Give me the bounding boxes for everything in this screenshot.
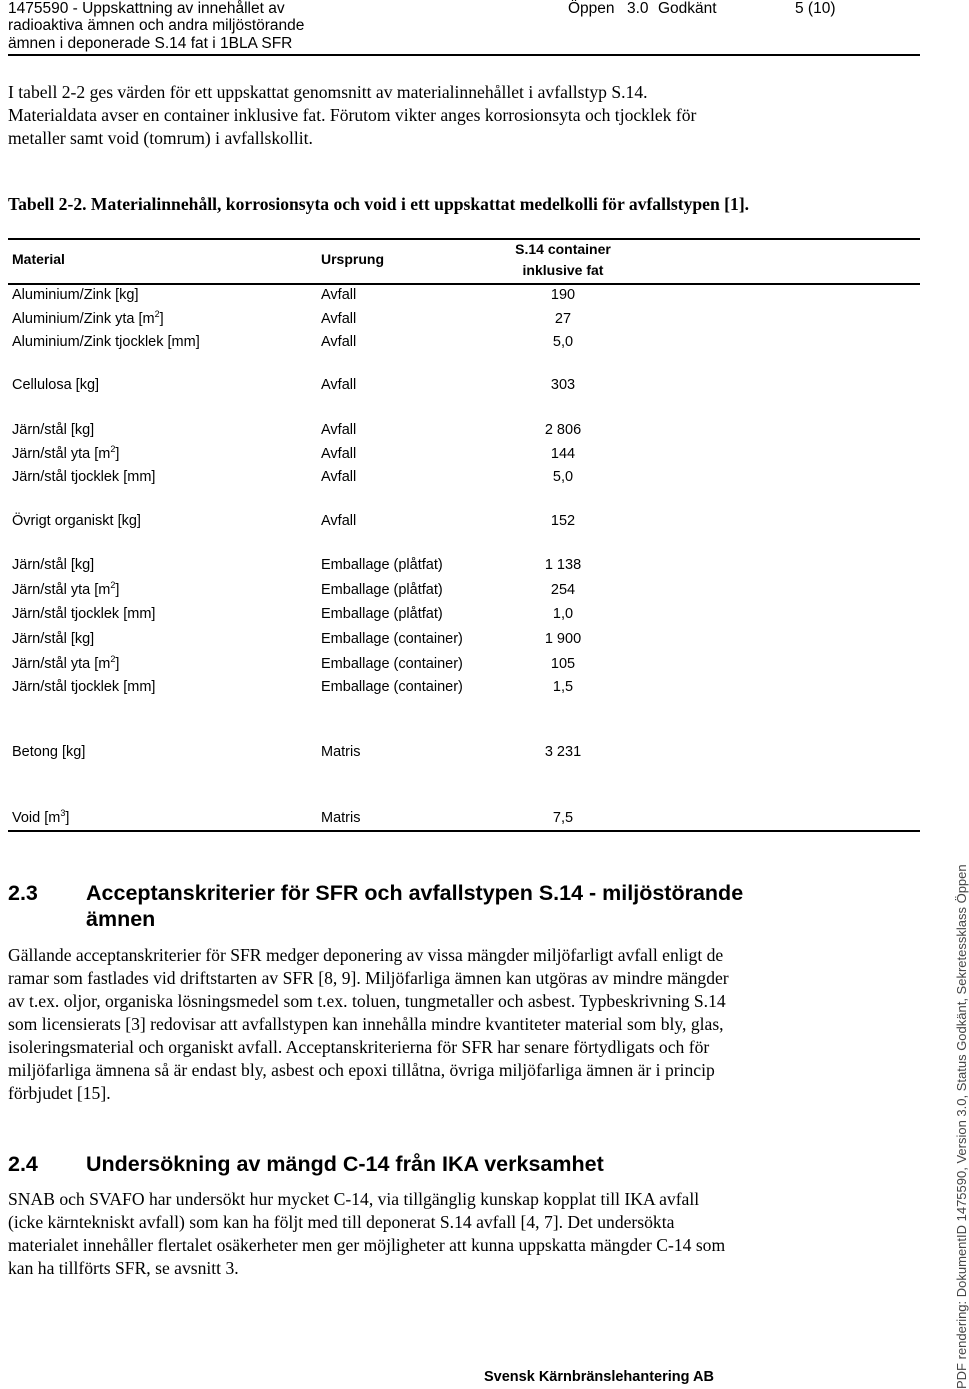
section-2-4-title: Undersökning av mängd C-14 från IKA verksamhet [86, 1152, 604, 1176]
table-cell-origin: Avfall [321, 334, 357, 350]
section-2-3-paragraph-line: av t.ex. oljor, organiska lösningsmedel som t.ex. toluen, tungmetaller och asbest. Typbeskrivning S.14 [8, 991, 726, 1011]
material-text-close: ] [159, 311, 164, 327]
unit-exponent: 2 [154, 309, 160, 319]
table-cell-material: Aluminium/Zink tjocklek [mm] [12, 334, 200, 350]
table-cell-material [12, 582, 119, 599]
table-cell-value: 1,5 [552, 679, 574, 695]
doc-header-version: 3.0 [627, 0, 649, 17]
material-text-close: ] [115, 582, 120, 598]
doc-header-title-line3: ämnen i deponerade S.14 fat i 1BLA SFR [8, 35, 293, 52]
doc-header-title-line2: radioaktiva ämnen och andra miljöstörande [8, 17, 305, 34]
table-header-origin: Ursprung [321, 251, 384, 267]
pdf-rendering-sidebar: PDF rendering: DokumentID 1475590, Version 3.0, Status Godkänt, Sekretessklass Öppen [954, 864, 969, 1389]
material-text: Järn/stål yta [m [12, 446, 111, 462]
section-2-3-paragraph-line: förbjudet [15]. [8, 1083, 111, 1103]
table-cell-origin: Avfall [321, 422, 357, 438]
section-2-4-paragraph-line: (icke kärntekniskt avfall) som kan ha följt med till deponerat S.14 avfall [4, 7]. Det undersökta [8, 1212, 675, 1232]
table-cell-value: 3 231 [544, 744, 582, 760]
table-cell-value: 1 900 [544, 631, 582, 647]
table-cell-origin: Matris [321, 810, 361, 826]
table-cell-origin: Emballage (plåtfat) [321, 582, 443, 598]
unit-exponent: 3 [60, 808, 66, 818]
table-cell-material [12, 656, 119, 673]
table-cell-value: 105 [550, 656, 576, 672]
table-cell-value: 144 [550, 446, 576, 462]
table-header-rule [8, 283, 920, 285]
intro-line-1: I tabell 2-2 ges värden för ett uppskattat genomsnitt av materialinnehållet i avfallstyp S.14. [8, 82, 648, 102]
table-header-value-line1: S.14 container [515, 241, 611, 257]
table-cell-value: 7,5 [552, 810, 574, 826]
section-2-3-paragraph-line: som licensierats [3] redovisar att avfallstypen kan innehålla mindre kvantiteter material som bly, glas, [8, 1014, 724, 1034]
table-cell-origin: Matris [321, 744, 361, 760]
table-cell-material: Järn/stål [kg] [12, 557, 95, 573]
table-cell-origin: Emballage (container) [321, 656, 463, 672]
table-cell-material: Aluminium/Zink [kg] [12, 287, 139, 303]
intro-line-2: Materialdata avser en container inklusive fat. Förutom vikter anges korrosionsyta och tjocklek för [8, 105, 697, 125]
unit-exponent: 2 [110, 444, 116, 454]
table-cell-value: 1,0 [552, 606, 574, 622]
material-text: Järn/stål yta [m [12, 582, 111, 598]
table-top-rule [8, 238, 920, 240]
material-text-close: ] [65, 810, 70, 826]
doc-header-status-open: Öppen [568, 0, 615, 17]
table-cell-material: Järn/stål tjocklek [mm] [12, 606, 156, 622]
section-2-4-number: 2.4 [8, 1152, 38, 1176]
table-cell-value: 152 [550, 513, 576, 529]
table-cell-origin: Emballage (plåtfat) [321, 557, 443, 573]
section-2-3-title-line2: ämnen [86, 907, 156, 931]
table-cell-value: 1 138 [544, 557, 582, 573]
table-cell-value: 2 806 [544, 422, 582, 438]
table-bottom-rule [8, 830, 920, 832]
section-2-3-paragraph-line: ramar som fastlades vid driftstarten av SFR [8, 9]. Miljöfarliga ämnen kan utgöras av mindre mängder [8, 968, 729, 988]
table-cell-material [12, 446, 119, 463]
section-2-4-paragraph-line: kan ha tillförts SFR, se avsnitt 3. [8, 1258, 239, 1278]
unit-exponent: 2 [110, 580, 116, 590]
table-caption: Tabell 2-2. Materialinnehåll, korrosionsyta och void i ett uppskattat medelkolli för avfallstypen [1]. [8, 194, 750, 214]
material-text: Järn/stål yta [m [12, 656, 111, 672]
section-2-3-paragraph-line: Gällande acceptanskriterier för SFR medger deponering av vissa mängder miljöfarligt avfall enligt de [8, 945, 724, 965]
section-2-3-heading [8, 880, 743, 932]
table-cell-origin: Emballage (plåtfat) [321, 606, 443, 622]
table-cell-value: 303 [550, 377, 576, 393]
section-2-4-paragraph-line: SNAB och SVAFO har undersökt hur mycket C-14, via tillgänglig kunskap kopplat till IKA avfall [8, 1189, 700, 1209]
table-cell-value: 190 [550, 287, 576, 303]
table-cell-origin: Avfall [321, 287, 357, 303]
doc-header-status-approved: Godkänt [658, 0, 717, 17]
table-cell-material [12, 810, 69, 827]
table-cell-material: Cellulosa [kg] [12, 377, 100, 393]
table-header-value-line2: inklusive fat [522, 262, 604, 278]
material-text: Aluminium/Zink yta [m [12, 311, 155, 327]
material-text-close: ] [115, 446, 120, 462]
table-cell-value: 5,0 [552, 334, 574, 350]
table-cell-origin: Avfall [321, 513, 357, 529]
table-cell-origin: Emballage (container) [321, 679, 463, 695]
table-cell-origin: Avfall [321, 377, 357, 393]
table-cell-origin: Avfall [321, 446, 357, 462]
material-text-close: ] [115, 656, 120, 672]
doc-header-title-line1: 1475590 - Uppskattning av innehållet av [8, 0, 285, 17]
table-cell-material: Järn/stål tjocklek [mm] [12, 679, 156, 695]
table-cell-value: 27 [554, 311, 572, 327]
table-cell-material: Övrigt organiskt [kg] [12, 513, 141, 529]
table-cell-material: Järn/stål [kg] [12, 631, 95, 647]
material-text: Void [m [12, 810, 61, 826]
section-2-3-title-line1: Acceptanskriterier för SFR och avfallstypen S.14 - miljöstörande [86, 881, 744, 905]
table-cell-value: 254 [550, 582, 576, 598]
table-cell-material: Järn/stål [kg] [12, 422, 95, 438]
table-cell-material [12, 311, 164, 328]
section-2-3-paragraph-line: miljöfarliga ämnena så är endast bly, asbest och epoxi tillåtna, övriga miljöfarliga ämnen är i princip [8, 1060, 715, 1080]
table-cell-material: Betong [kg] [12, 744, 86, 760]
intro-line-3: metaller samt void (tomrum) i avfallskollit. [8, 128, 313, 148]
header-divider [8, 54, 920, 56]
table-cell-origin: Avfall [321, 311, 357, 327]
section-2-4-heading [8, 1151, 604, 1177]
doc-header-page: 5 (10) [795, 0, 836, 17]
table-cell-origin: Emballage (container) [321, 631, 463, 647]
page-footer: Svensk Kärnbränslehantering AB [484, 1369, 714, 1385]
section-2-3-number: 2.3 [8, 881, 38, 905]
unit-exponent: 2 [110, 654, 116, 664]
section-2-4-paragraph-line: materialet innehåller flertalet osäkerheter men ger möjligheter att kunna uppskatta mängder C-14 som [8, 1235, 726, 1255]
table-cell-value: 5,0 [552, 469, 574, 485]
table-header-material: Material [12, 251, 65, 267]
table-cell-origin: Avfall [321, 469, 357, 485]
section-2-3-paragraph-line: isoleringsmaterial och organiskt avfall. Acceptanskriterierna för SFR har senare förtydligats och för [8, 1037, 710, 1057]
table-cell-material: Järn/stål tjocklek [mm] [12, 469, 156, 485]
